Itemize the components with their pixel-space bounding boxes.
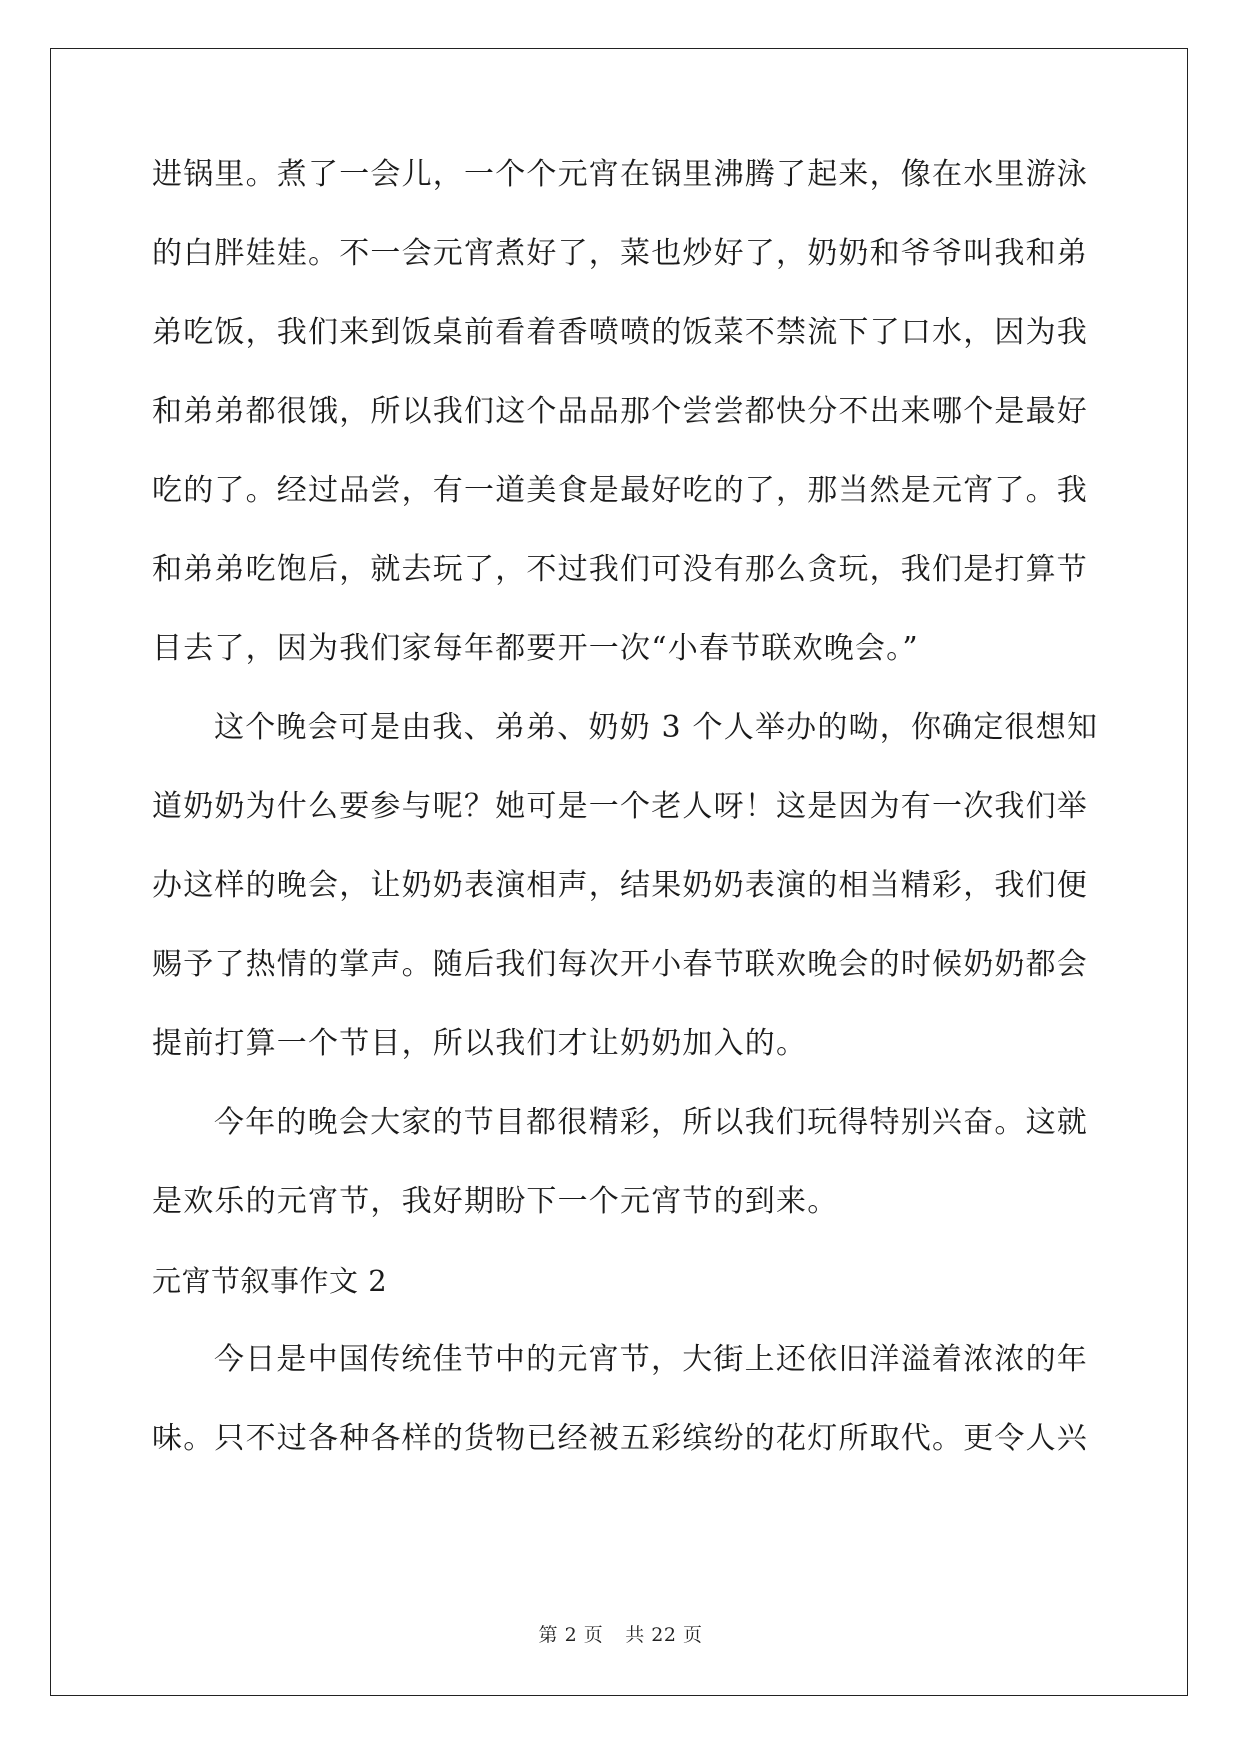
text-line: 和弟弟吃饱后，就去玩了，不过我们可没有那么贪玩，我们是打算节 (152, 552, 1088, 587)
text-line: 吃的了。经过品尝，有一道美食是最好吃的了，那当然是元宵了。我 (152, 473, 1088, 508)
page-total: 共 22 页 (625, 1624, 703, 1646)
text-line: 味。只不过各种各样的货物已经被五彩缤纷的花灯所取代。更令人兴 (152, 1421, 1088, 1456)
paragraph-first-line: 今年的晚会大家的节目都很精彩，所以我们玩得特别兴奋。这就 (214, 1105, 1088, 1140)
text-line: 的白胖娃娃。不一会元宵煮好了，菜也炒好了，奶奶和爷爷叫我和弟 (152, 236, 1088, 271)
page-footer (0, 1620, 1241, 1647)
text-line: 是欢乐的元宵节，我好期盼下一个元宵节的到来。 (152, 1184, 839, 1219)
text-line: 提前打算一个节目，所以我们才让奶奶加入的。 (152, 1026, 808, 1061)
text-line: 办这样的晚会，让奶奶表演相声，结果奶奶表演的相当精彩，我们便 (152, 868, 1088, 903)
paragraph-first-line: 今日是中国传统佳节中的元宵节，大街上还依旧洋溢着浓浓的年 (214, 1342, 1088, 1377)
paragraph-first-line: 这个晚会可是由我、弟弟、奶奶 3 个人举办的呦，你确定很想知 (214, 710, 1099, 745)
page-number: 第 2 页 (538, 1624, 604, 1646)
text-line: 赐予了热情的掌声。随后我们每次开小春节联欢晚会的时候奶奶都会 (152, 947, 1088, 982)
text-line: 目去了，因为我们家每年都要开一次“小春节联欢晚会。” (152, 631, 919, 666)
text-line: 进锅里。煮了一会儿，一个个元宵在锅里沸腾了起来，像在水里游泳 (152, 157, 1088, 192)
text-line: 弟吃饭，我们来到饭桌前看着香喷喷的饭菜不禁流下了口水，因为我 (152, 315, 1088, 350)
document-body (152, 157, 1099, 1503)
section-heading: 元宵节叙事作文 2 (152, 1264, 388, 1298)
text-line: 和弟弟都很饿，所以我们这个品品那个尝尝都快分不出来哪个是最好 (152, 394, 1088, 429)
text-line: 道奶奶为什么要参与呢？她可是一个老人呀！这是因为有一次我们举 (152, 789, 1088, 824)
